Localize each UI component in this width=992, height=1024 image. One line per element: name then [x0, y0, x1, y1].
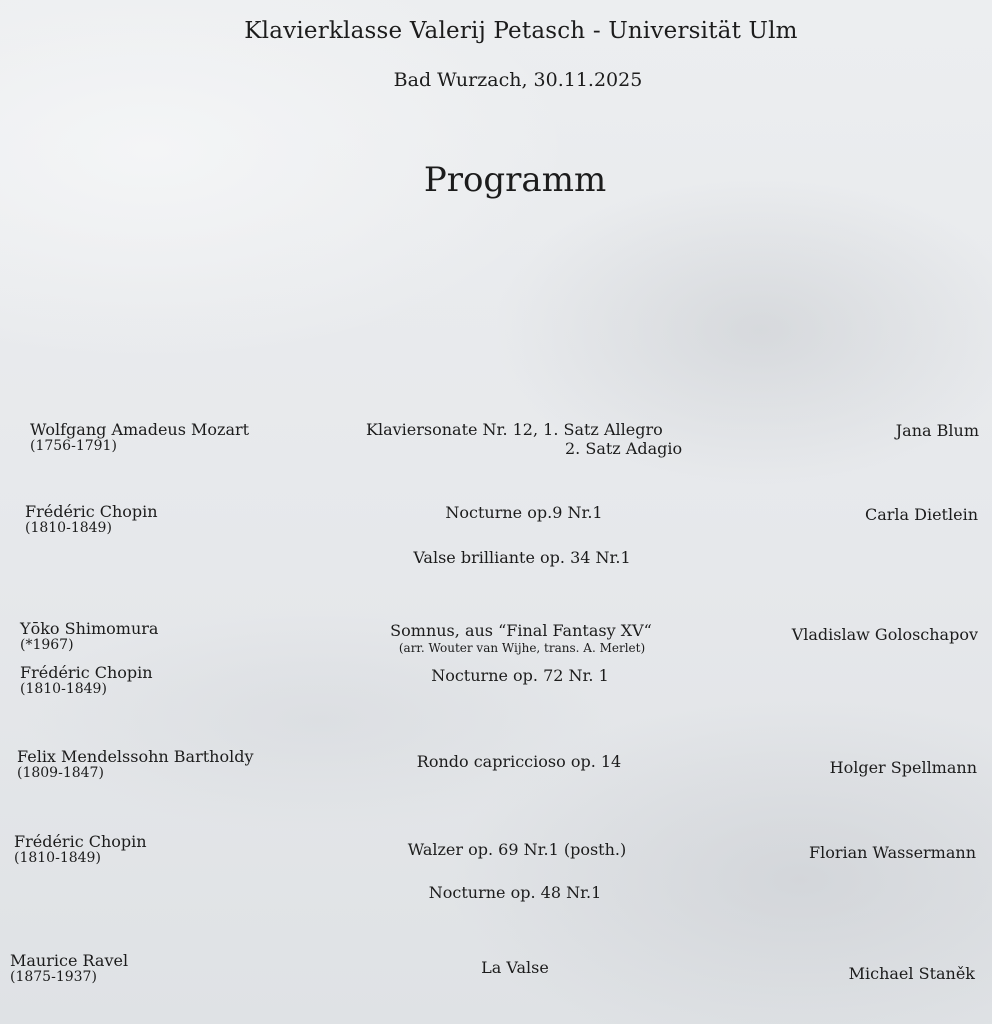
- place-date: Bad Wurzach, 30.11.2025: [393, 69, 643, 91]
- composer-dates: (*1967): [20, 637, 74, 653]
- performer-name: Holger Spellmann: [829, 758, 977, 777]
- work-title: Walzer op. 69 Nr.1 (posth.): [407, 840, 627, 859]
- work-title: Rondo capriccioso op. 14: [416, 752, 622, 771]
- work-title-line2: 2. Satz Adagio: [565, 439, 683, 458]
- work-title: La Valse: [481, 958, 549, 977]
- work-title: Klaviersonate Nr. 12, 1. Satz Allegro: [366, 420, 663, 439]
- composer-name: Wolfgang Amadeus Mozart: [30, 420, 250, 439]
- work-title-extra: Nocturne op. 48 Nr.1: [428, 883, 602, 902]
- composer-dates: (1875-1937): [10, 969, 97, 985]
- program-header-title: Klavierklasse Valerij Petasch - Universität Ulm: [244, 18, 798, 44]
- performer-name: Jana Blum: [895, 421, 979, 440]
- performer-name: Florian Wassermann: [809, 843, 976, 862]
- composer-name: Frédéric Chopin: [20, 663, 153, 682]
- performer-name: Michael Staněk: [848, 964, 975, 983]
- work-title: Somnus, aus “Final Fantasy XV“: [390, 621, 652, 640]
- composer-name: Yōko Shimomura: [20, 619, 159, 638]
- work-title: Nocturne op.9 Nr.1: [445, 503, 603, 522]
- work-title-extra: Valse brilliante op. 34 Nr.1: [413, 548, 631, 567]
- composer-dates: (1810-1849): [25, 520, 112, 536]
- composer-dates: (1810-1849): [14, 850, 101, 866]
- program-heading: Programm: [423, 160, 607, 200]
- composer-dates: (1756-1791): [30, 438, 117, 454]
- composer-dates: (1809-1847): [17, 765, 104, 781]
- work-arrangement-note: (arr. Wouter van Wijhe, trans. A. Merlet): [398, 641, 646, 655]
- composer-name: Maurice Ravel: [10, 951, 129, 970]
- composer-name: Frédéric Chopin: [14, 832, 147, 851]
- composer-name: Frédéric Chopin: [25, 502, 158, 521]
- composer-dates: (1810-1849): [20, 681, 107, 697]
- performer-name: Carla Dietlein: [864, 505, 978, 524]
- work-title: Nocturne op. 72 Nr. 1: [431, 666, 609, 685]
- composer-name: Felix Mendelssohn Bartholdy: [17, 747, 254, 766]
- performer-name: Vladislaw Goloschapov: [791, 625, 978, 644]
